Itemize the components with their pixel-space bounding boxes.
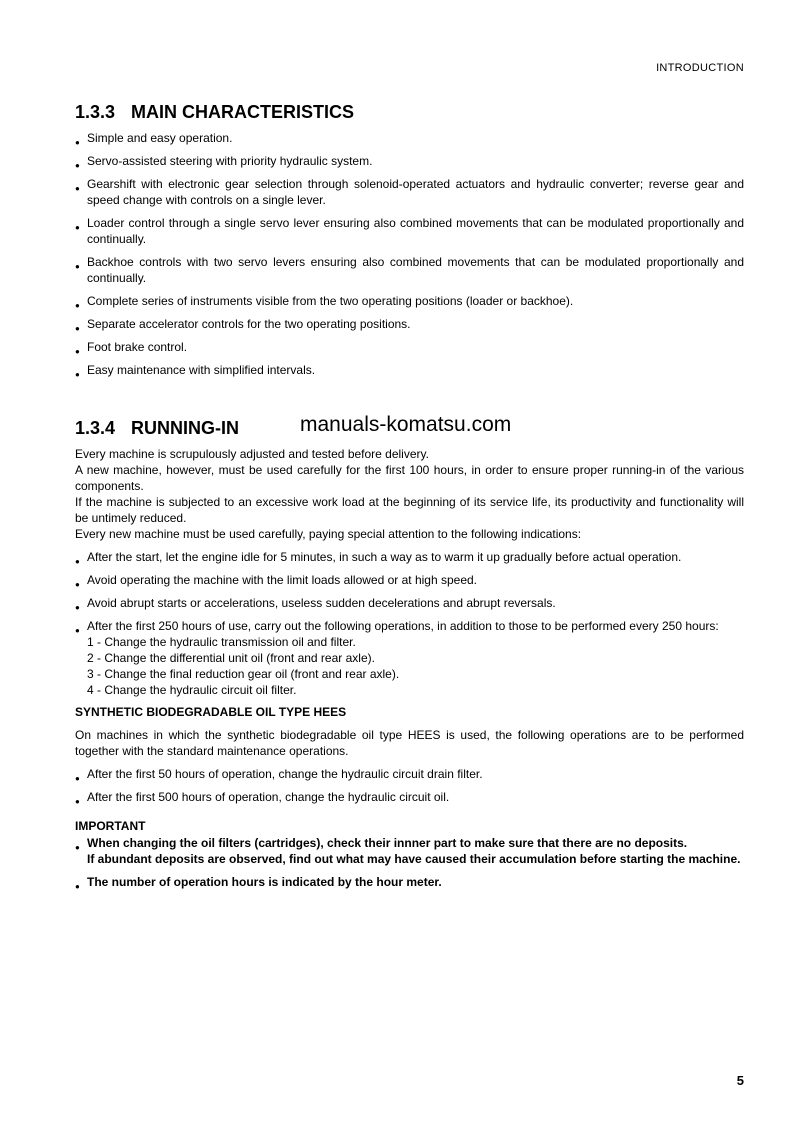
bullet-icon: ● [75,843,80,852]
important-heading: IMPORTANT [75,819,146,833]
step-item: 1 - Change the hydraulic transmission oil and filter. [87,635,356,649]
page-number: 5 [736,1073,744,1088]
bullet-icon: ● [75,370,80,379]
section-title: RUNNING-IN [131,418,239,438]
section-title: MAIN CHARACTERISTICS [131,102,354,122]
section-number: 1.3.4 [75,418,116,438]
list-item-text: After the first 500 hours of operation, change the hydraulic circuit oil. [87,790,450,804]
bullet-icon: ● [75,882,80,891]
list-item-text: Backhoe controls with two servo levers ensuring also combined movements that can be modulated proportionally and continually. [87,255,744,285]
list-item-text: Loader control through a single servo lever ensuring also combined movements that can be modulated proportionally and continually. [87,216,744,246]
hees-paragraph: On machines in which the synthetic biodegradable oil type HEES is used, the following operations are to be performed together with the standard maintenance operations. [75,728,744,758]
bullet-icon: ● [75,324,80,333]
list-item [75,789,744,805]
page-body [75,101,744,890]
list-item-text: Complete series of instruments visible from the two operating positions (loader or backhoe). [87,294,574,308]
list-item [75,215,744,247]
section-number: 1.3.3 [75,102,116,122]
bullet-icon: ● [75,184,80,193]
list-item [75,595,744,611]
bullet-icon: ● [75,262,80,271]
list-item [75,362,744,378]
bullet-icon: ● [75,223,80,232]
paragraph: Every machine is scrupulously adjusted and tested before delivery. [75,447,429,461]
paragraph: Every new machine must be used carefully, paying special attention to the following indications: [75,527,582,541]
paragraph: A new machine, however, must be used carefully for the first 100 hours, in order to ensure proper running-in of the various components. [75,463,744,493]
list-item [75,766,744,782]
list-item [75,153,744,169]
bullet-icon: ● [75,626,80,635]
bullet-icon: ● [75,347,80,356]
list-item [75,176,744,208]
list-item [75,130,744,146]
important-item [75,835,744,867]
list-item-text: Easy maintenance with simplified intervals. [87,363,316,377]
hees-heading: SYNTHETIC BIODEGRADABLE OIL TYPE HEES [75,705,347,719]
list-item-text: If abundant deposits are observed, find out what may have caused their accumulation before starting the machine. [87,852,741,866]
intro-paragraphs [75,446,744,542]
list-item [75,549,744,565]
bullet-icon: ● [75,138,80,147]
list-item-text: The number of operation hours is indicated by the hour meter. [87,875,442,889]
bullet-icon: ● [75,557,80,566]
list-item-text: Avoid abrupt starts or accelerations, useless sudden decelerations and abrupt reversals. [87,596,556,610]
list-item [75,316,744,332]
list-item-text: Avoid operating the machine with the limit loads allowed or at high speed. [87,573,478,587]
list-item [75,572,744,588]
bullet-icon: ● [75,301,80,310]
section-heading-1-3-3 [75,101,744,123]
list-item-text: After the first 250 hours of use, carry out the following operations, in addition to those to be performed every 250 hours: [87,619,719,633]
running-header: INTRODUCTION [656,62,744,74]
list-item [75,254,744,286]
important-item [75,874,744,890]
list-item [75,618,744,698]
bullet-icon: ● [75,797,80,806]
watermark: manuals-komatsu.com [300,413,512,436]
list-item [75,293,744,309]
step-item: 3 - Change the final reduction gear oil (front and rear axle). [87,667,400,681]
bullet-icon: ● [75,603,80,612]
list-item-text: Foot brake control. [87,340,188,354]
step-item: 4 - Change the hydraulic circuit oil filter. [87,683,297,697]
list-item [75,339,744,355]
list-item-text: When changing the oil filters (cartridges), check their innner part to make sure that there are no deposits. [87,836,688,850]
step-item: 2 - Change the differential unit oil (front and rear axle). [87,651,375,665]
bullet-icon: ● [75,774,80,783]
list-item-text: Separate accelerator controls for the two operating positions. [87,317,411,331]
list-item-text: Servo-assisted steering with priority hydraulic system. [87,154,373,168]
bullet-icon: ● [75,580,80,589]
paragraph: If the machine is subjected to an excessive work load at the beginning of its service life, its productivity and functionality will be untimely reduced. [75,495,744,525]
list-item-text: Gearshift with electronic gear selection through solenoid-operated actuators and hydraulic converter; reverse gear and speed change with controls on a single lever. [87,177,744,207]
list-item-text: After the first 50 hours of operation, change the hydraulic circuit drain filter. [87,767,483,781]
list-item-text: Simple and easy operation. [87,131,233,145]
list-item-text: After the start, let the engine idle for 5 minutes, in such a way as to warm it up gradually before actual operation. [87,550,682,564]
bullet-icon: ● [75,161,80,170]
